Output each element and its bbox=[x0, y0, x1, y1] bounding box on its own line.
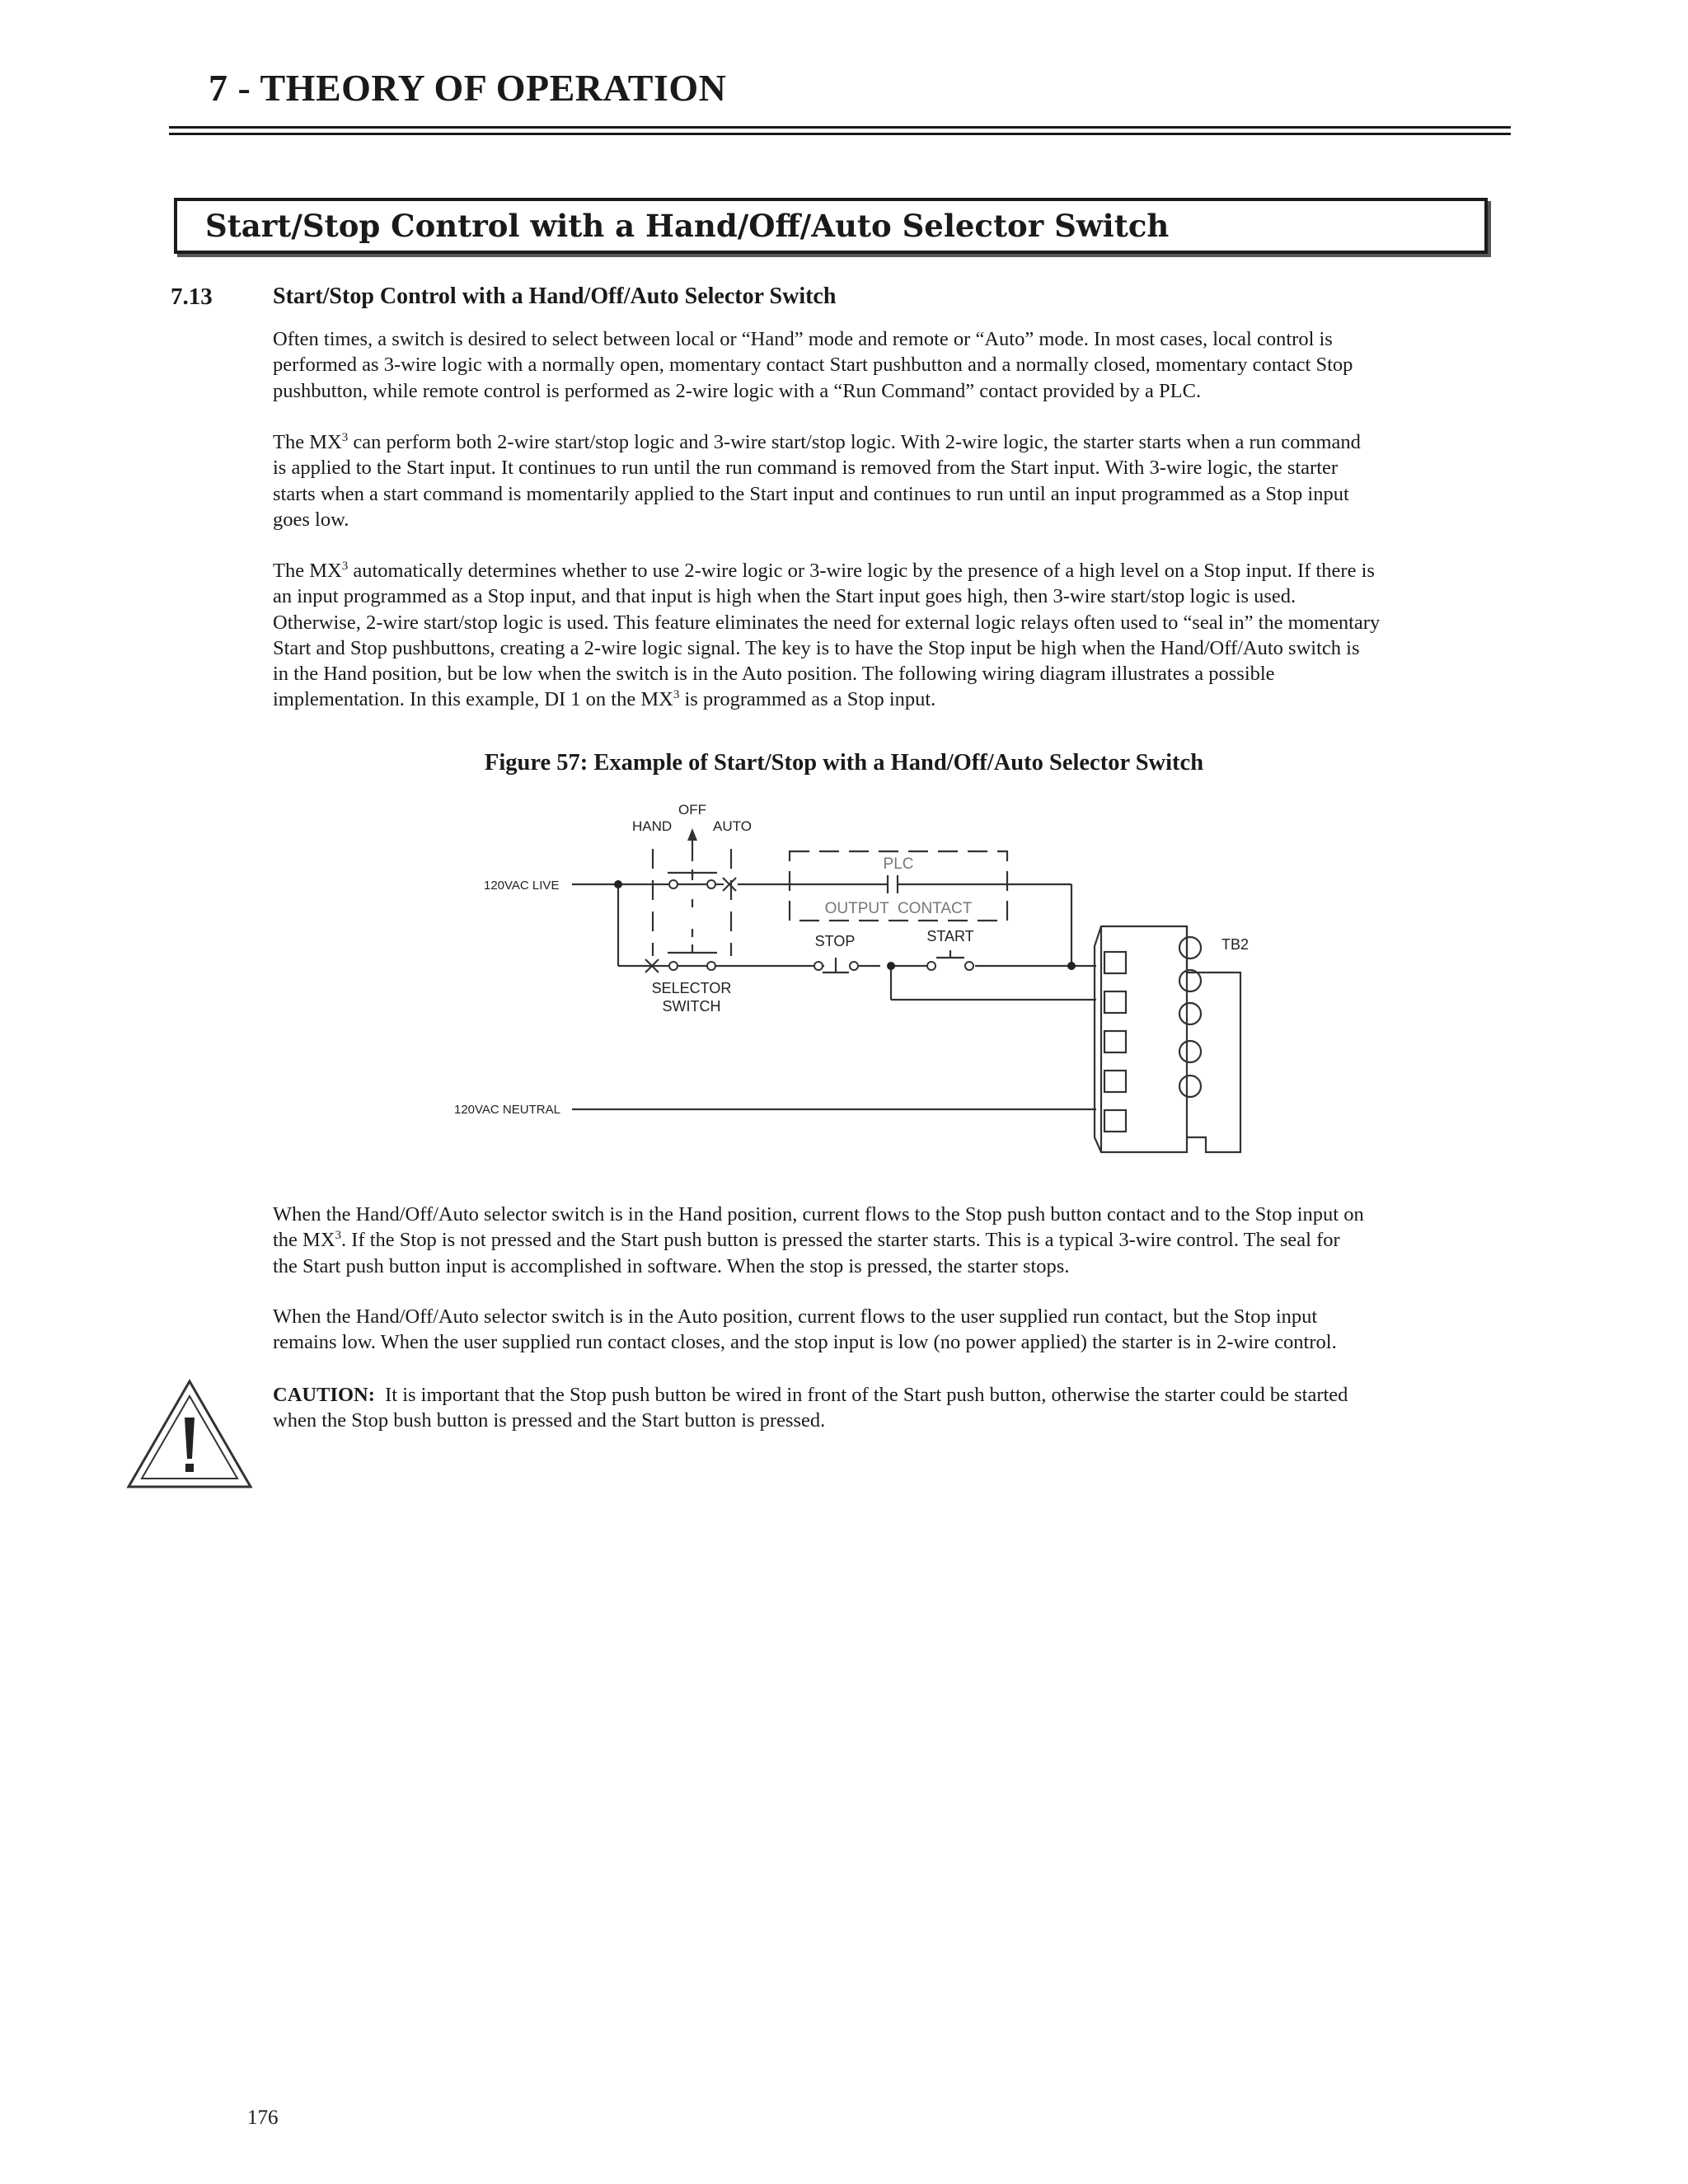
label-stop: STOP bbox=[814, 933, 856, 949]
text-line: Often times, a switch is desired to select between local or “Hand” mode and remote or “Auto” mode. In most cases, local control is bbox=[273, 328, 1333, 350]
subsection-title: Start/Stop Control with a Hand/Off/Auto Selector Switch bbox=[273, 284, 837, 309]
text-line: CAUTION: It is important that the Stop push button be wired in front of the Start push button, otherwise the starter could be started bbox=[273, 1384, 1348, 1406]
text-line: pushbutton, while remote control is performed as 2-wire logic with a “Run Command” contact provided by a PLC. bbox=[273, 379, 1202, 402]
chapter-title: 7 - THEORY OF OPERATION bbox=[209, 67, 727, 109]
label-off: OFF bbox=[678, 802, 706, 818]
text-line: in the Hand position, but be low when the switch is in the Auto position. The following wiring diagram illustrates a possible bbox=[273, 663, 1275, 686]
label-hand: HAND bbox=[632, 818, 673, 834]
label-tb2: TB2 bbox=[1221, 936, 1250, 953]
paragraph-auto-position bbox=[273, 1304, 1493, 1356]
label-120vac-neutral: 120VAC NEUTRAL bbox=[454, 1103, 560, 1117]
label-plc: PLC bbox=[883, 855, 914, 873]
label-start: START bbox=[926, 928, 974, 944]
text-line: starts when a start command is momentarily applied to the Start input and continues to run until an input programmed as a Stop input bbox=[273, 482, 1349, 505]
text-line: When the Hand/Off/Auto selector switch is in the Hand position, current flows to the Stop push button contact and to the Stop input on bbox=[273, 1203, 1364, 1226]
text-line: when the Stop bush button is pressed and the Start button is pressed. bbox=[273, 1409, 826, 1432]
text-line: The $MX^3$ can perform both 2-wire start/stop logic and 3-wire start/stop logic. With 2-wire logic, the starter starts when a run command bbox=[273, 430, 1361, 453]
subsection-number: 7.13 bbox=[171, 284, 213, 310]
text-line: goes low. bbox=[273, 508, 349, 531]
page-number: 176 bbox=[247, 2107, 279, 2129]
text-line: When the Hand/Off/Auto selector switch is in the Auto position, current flows to the user supplied run contact, but the Stop input bbox=[273, 1305, 1318, 1328]
caution-note bbox=[273, 1382, 1493, 1434]
text-line: Start and Stop pushbuttons, creating a 2-wire logic signal. The key is to have the Stop input be high when the Hand/Off/Auto switch is bbox=[273, 636, 1360, 659]
label-auto: AUTO bbox=[713, 818, 752, 834]
text-line: The $MX^3$ automatically determines whether to use 2-wire logic or 3-wire logic by the presence of a high level on a Stop input. If there is bbox=[273, 559, 1375, 582]
text-line: Otherwise, 2-wire start/stop logic is used. This feature eliminates the need for external logic relays often used to “seal in” the momentary bbox=[273, 611, 1381, 634]
text-line: performed as 3-wire logic with a normally open, momentary contact Start pushbutton and a normally closed, momentary contact Stop bbox=[273, 354, 1353, 377]
text-line: is applied to the Start input. It continues to run until the run command is removed from the Start input. With 3-wire logic, the starter bbox=[273, 457, 1339, 480]
label-selector: SELECTOR bbox=[651, 980, 732, 996]
caution-label: CAUTION: bbox=[273, 1384, 375, 1406]
text-line: implementation. In this example, DI 1 on the $MX^3$ is programmed as a Stop input. bbox=[273, 688, 936, 711]
text-line: remains low. When the user supplied run contact closes, and the stop input is low (no power applied) the starter is in 2-wire control. bbox=[273, 1331, 1337, 1354]
label-120vac-live: 120VAC LIVE bbox=[484, 879, 560, 893]
figure-caption: Figure 57: Example of Start/Stop with a Hand/Off/Auto Selector Switch bbox=[484, 750, 1204, 776]
section-title: Start/Stop Control with a Hand/Off/Auto Selector Switch bbox=[205, 208, 1170, 244]
text-line: the Start push button input is accomplished in software. When the stop is pressed, the starter stops. bbox=[273, 1254, 1070, 1277]
text-line: an input programmed as a Stop input, and that input is high when the Start input goes high, then 3-wire start/stop logic is used. bbox=[273, 585, 1296, 608]
paragraph-hand-position bbox=[273, 1202, 1493, 1279]
label-switch: SWITCH bbox=[662, 998, 721, 1015]
label-output-contact: OUTPUT CONTACT bbox=[824, 900, 973, 917]
caution-warning-icon bbox=[124, 1376, 256, 1492]
text-line: the $MX^3$. If the Stop is not pressed and the Start push button is pressed the starter starts. This is a typical 3-wire control. The seal for bbox=[273, 1229, 1340, 1252]
